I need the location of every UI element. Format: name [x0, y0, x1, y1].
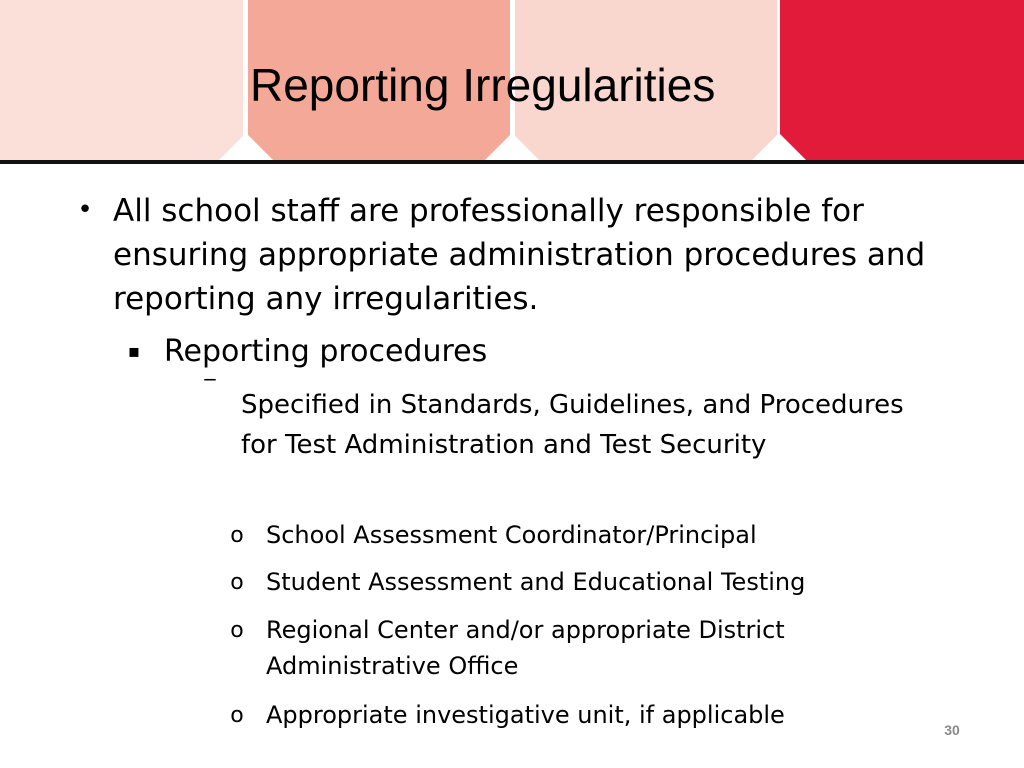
bullet-level-2 [127, 331, 488, 373]
slide-title: Reporting Irregularities [250, 59, 716, 111]
circle-bullet-icon: o [230, 618, 244, 643]
list-item-text: Appropriate investigative unit, if applicable [266, 701, 785, 729]
list-item [230, 564, 906, 600]
bullet-level-1 [77, 189, 993, 321]
circle-bullet-icon: o [230, 523, 244, 548]
list-item [230, 517, 906, 553]
list-item-text: Regional Center and/or appropriate District Administrative Office [266, 616, 785, 680]
list-item-text: Student Assessment and Educational Testing [266, 568, 806, 596]
bullet-text: Reporting procedures [164, 334, 488, 369]
slide-number: 30 [944, 722, 960, 738]
circle-bullet-icon: o [230, 703, 244, 728]
bullet-text: All school staff are professionally responsible for ensuring appropriate administration procedures and reporting any irregularities. [113, 193, 926, 317]
list-item [230, 612, 906, 684]
circle-bullet-icon: o [230, 570, 244, 595]
dash-bullet-icon: ‾ [204, 377, 216, 402]
bullet-text: Specified in Standards, Guidelines, and Procedures for Test Administration and Test Security [241, 390, 904, 460]
bullet-dot-icon: • [77, 195, 93, 225]
square-bullet-icon: ▪ [127, 341, 141, 362]
list-item-text: School Assessment Coordinator/Principal [266, 521, 757, 549]
list-item [230, 697, 906, 733]
bullet-level-3 [204, 377, 941, 465]
